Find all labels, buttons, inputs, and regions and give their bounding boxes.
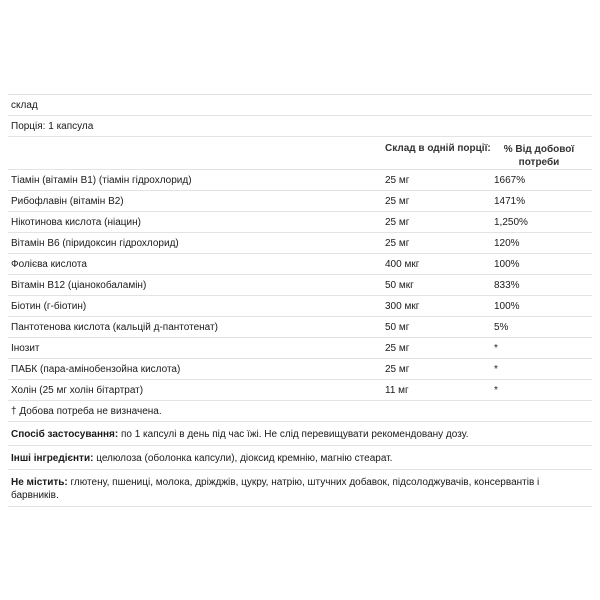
section-title-row: [8, 94, 592, 115]
table-row: [8, 169, 592, 190]
ingredient-amount: 25 мг: [385, 343, 410, 354]
ingredient-daily-value: *: [494, 343, 498, 354]
ingredient-daily-value: 1471%: [494, 196, 526, 207]
ingredient-daily-value: 100%: [494, 301, 520, 312]
table-row: [8, 211, 592, 232]
ingredient-amount: 50 мкг: [385, 280, 414, 291]
ingredient-amount: 25 мг: [385, 364, 410, 375]
ingredient-daily-value: 833%: [494, 280, 520, 291]
ingredient-daily-value: 5%: [494, 322, 509, 333]
footnote-row: [8, 400, 592, 421]
table-row: [8, 295, 592, 316]
table-row: [8, 358, 592, 379]
footnote: † Добова потреба не визначена.: [11, 406, 162, 417]
ingredient-name: Холін (25 мг холін бітартрат): [11, 385, 144, 396]
usage-note: [8, 421, 592, 445]
table-row: [8, 232, 592, 253]
ingredient-name: Пантотенова кислота (кальцій д-пантотенат): [11, 322, 218, 333]
daily-value-header: [494, 143, 584, 169]
other-ingredients-label: Інші інгредієнти:: [11, 453, 94, 464]
ingredient-daily-value: *: [494, 385, 498, 396]
ingredient-name: Нікотинова кислота (ніацин): [11, 217, 141, 228]
free-of-text: глютену, пшениці, молока, дріжджів, цукру, натрію, штучних добавок, підсолоджувачів, консервантів і барвників.: [11, 477, 540, 501]
ingredient-amount: 300 мкг: [385, 301, 420, 312]
amount-header: Склад в одній порції:: [385, 143, 491, 154]
supplement-facts-table: [8, 94, 592, 507]
table-row: [8, 190, 592, 211]
ingredient-amount: 50 мг: [385, 322, 410, 333]
free-of-label: Не містить:: [11, 477, 68, 488]
ingredient-name: Фолієва кислота: [11, 259, 87, 270]
ingredient-amount: 25 мг: [385, 175, 410, 186]
ingredient-amount: 25 мг: [385, 238, 410, 249]
daily-value-header-line2: потреби: [518, 157, 560, 168]
other-ingredients-text: целюлоза (оболонка капсули), діоксид кремнію, магнію стеарат.: [93, 453, 393, 464]
ingredient-amount: 11 мг: [385, 385, 409, 396]
section-title: склад: [11, 100, 38, 111]
ingredient-name: Вітамін В6 (піридоксин гідрохлорид): [11, 238, 179, 249]
ingredient-name: Тіамін (вітамін В1) (тіамін гідрохлорид): [11, 175, 192, 186]
table-row: [8, 379, 592, 400]
ingredient-daily-value: 120%: [494, 238, 520, 249]
table-row: [8, 337, 592, 358]
usage-text: по 1 капсулі в день під час їжі. Не слід перевищувати рекомендовану дозу.: [118, 429, 469, 440]
usage-label: Спосіб застосування:: [11, 429, 119, 440]
ingredient-daily-value: 1667%: [494, 175, 526, 186]
ingredient-daily-value: 1,250%: [494, 217, 528, 228]
daily-value-header-line1: % Від добової: [503, 144, 575, 155]
ingredient-amount: 25 мг: [385, 196, 410, 207]
ingredient-name: Інозит: [11, 343, 40, 354]
ingredient-daily-value: *: [494, 364, 498, 375]
table-row: [8, 253, 592, 274]
ingredient-amount: 400 мкг: [385, 259, 420, 270]
ingredient-amount: 25 мг: [385, 217, 410, 228]
serving-size: Порція: 1 капсула: [11, 121, 94, 132]
table-row: [8, 316, 592, 337]
ingredient-name: Біотин (г-біотин): [11, 301, 87, 312]
ingredient-name: Вітамін В12 (ціанокобаламін): [11, 280, 147, 291]
ingredient-daily-value: 100%: [494, 259, 520, 270]
free-of-note: [8, 469, 592, 507]
other-ingredients-note: [8, 445, 592, 469]
table-header: [8, 136, 592, 169]
ingredient-name: ПАБК (пара-амінобензойна кислота): [11, 364, 181, 375]
table-row: [8, 274, 592, 295]
serving-row: [8, 115, 592, 136]
ingredient-name: Рибофлавін (вітамін В2): [11, 196, 124, 207]
